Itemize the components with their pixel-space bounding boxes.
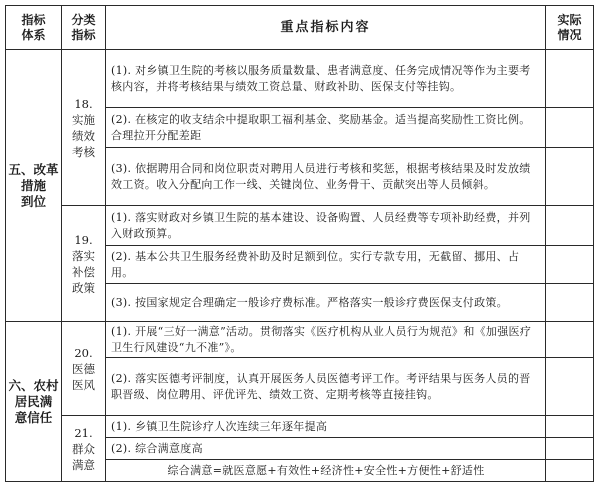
header-content: 重点指标内容 — [106, 6, 546, 50]
actual-cell — [546, 438, 594, 460]
system-label-satisfaction: 六、农村 居民满 意信任 — [8, 377, 59, 425]
actual-cell — [546, 322, 594, 358]
system-cell-reform — [6, 50, 62, 322]
item-20-1: (1). 开展“三好一满意”活动。贯彻落实《医疗机构从业人员行为规范》和《加强医疗卫生行风建设“九不准”》。 — [106, 322, 546, 358]
table-header-row — [6, 6, 594, 50]
table-row — [6, 322, 594, 358]
table-row — [6, 50, 594, 108]
actual-cell — [546, 108, 594, 148]
system-cell-satisfaction — [6, 322, 62, 482]
indicator-table — [5, 5, 594, 482]
table-row — [6, 206, 594, 246]
item-18-3: (3). 依据聘用合同和岗位职责对聘用人员进行考核和奖惩，根据考核结果及时发放绩效工资。收入分配向工作一线、关键岗位、业务骨干、贡献突出等人员倾斜。 — [106, 148, 546, 206]
header-actual — [546, 6, 594, 50]
actual-cell — [546, 358, 594, 416]
item-20-2: (2). 落实医德考评制度，认真开展医务人员医德考评工作。考评结果与医务人员的晋职晋级、岗位聘用、评优评先、绩效工资、定期考核等直接挂钩。 — [106, 358, 546, 416]
category-label-19: 19. 落实 补偿 政策 — [72, 232, 95, 295]
category-label-18: 18. 实施 绩效 考核 — [72, 96, 95, 159]
header-system-text: 指标 体系 — [21, 12, 46, 42]
indicator-document-page — [5, 5, 593, 481]
item-19-1: (1). 落实财政对乡镇卫生院的基本建设、设备购置、人员经费等专项补助经费，并列入财政预算。 — [106, 206, 546, 246]
item-19-3: (3). 按国家规定合理确定一般诊疗费标准。严格落实一般诊疗费医保支付政策。 — [106, 284, 546, 322]
header-category-text: 分类 指标 — [71, 12, 96, 42]
item-21-2: (2). 综合满意度高 — [106, 438, 546, 460]
actual-cell — [546, 50, 594, 108]
category-cell-18 — [62, 50, 106, 206]
category-label-21: 21. 群众 满意 — [72, 425, 95, 472]
item-18-2: (2). 在核定的收支结余中提取职工福利基金、奖励基金。适当提高奖励性工资比例。合理拉开分配差距 — [106, 108, 546, 148]
actual-cell — [546, 416, 594, 438]
header-system — [6, 6, 62, 50]
actual-cell — [546, 206, 594, 246]
item-18-1: (1). 对乡镇卫生院的考核以服务质量数量、患者满意度、任务完成情况等作为主要考核内容，并将考核结果与绩效工资总量、财政补助、医保支付等挂钩。 — [106, 50, 546, 108]
actual-cell — [546, 246, 594, 284]
item-21-formula: 综合满意=就医意愿+有效性+经济性+安全性+方便性+舒适性 — [106, 460, 546, 482]
category-cell-19 — [62, 206, 106, 322]
table-row — [6, 416, 594, 438]
category-cell-21 — [62, 416, 106, 482]
actual-cell — [546, 148, 594, 206]
header-category — [62, 6, 106, 50]
header-actual-text: 实际 情况 — [557, 12, 582, 42]
actual-cell — [546, 284, 594, 322]
category-label-20: 20. 医德 医风 — [72, 345, 95, 392]
system-label-reform: 五、改革 措施 到位 — [8, 161, 59, 209]
actual-cell — [546, 460, 594, 482]
category-cell-20 — [62, 322, 106, 416]
item-21-1: (1). 乡镇卫生院诊疗人次连续三年逐年提高 — [106, 416, 546, 438]
item-19-2: (2). 基本公共卫生服务经费补助及时足额到位。实行专款专用，无截留、挪用、占用。 — [106, 246, 546, 284]
